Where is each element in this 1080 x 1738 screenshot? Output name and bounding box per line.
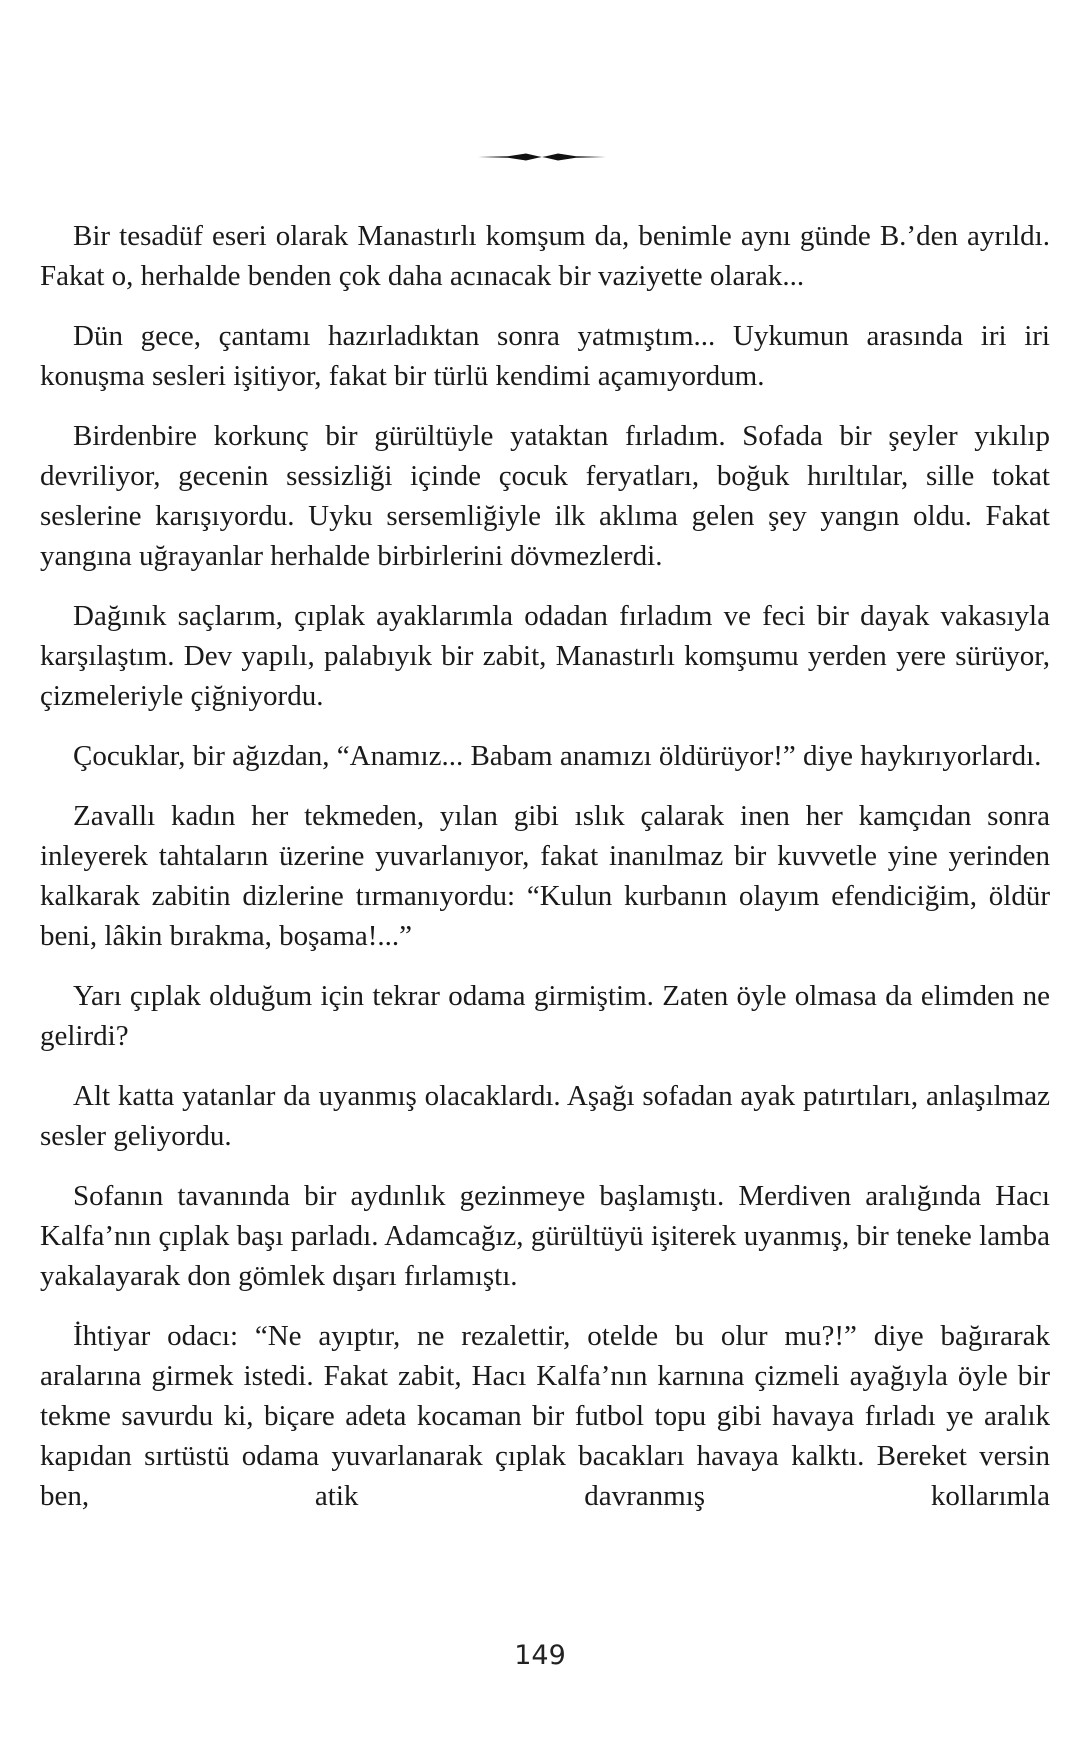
paragraph-3: Birdenbire korkunç bir gürültüyle yataktan fırladım. Sofada bir şeyler yıkılıp devriliyor, gecenin sessizliği içinde çocuk feryatları, boğuk hırıltılar, sille tokat seslerine karışıyordu. Uyku sersemliğiyle ilk aklıma gelen şey yangın oldu. Fakat yangına uğrayanlar herhalde birbirlerini dövmezlerdi. (40, 420, 1050, 572)
paragraph-10: İhtiyar odacı: “Ne ayıptır, ne rezalettir, otelde bu olur mu?!” diye bağırarak aralarına girmek istedi. Fakat zabit, Hacı Kalfa’nın karnına çizmeli ayağıyla öyle bir tekme savurdu ki, biçare adeta kocaman bir futbol topu gibi havaya fırladı ye aralık kapıdan sırtüstü odama yuvarlanarak çıplak bacakları havaya kalktı. Bereket versin ben, atik davranmış kollarımla (40, 1320, 1050, 1512)
paragraph-1: Bir tesadüf eseri olarak Manastırlı komşum da, benimle aynı günde B.’den ayrıldı. Fakat o, herhalde benden çok daha acınacak bir vaziyette olarak... (40, 220, 1050, 292)
paragraph-4: Dağınık saçlarım, çıplak ayaklarımla odadan fırladım ve feci bir dayak vakasıyla karşılaştım. Dev yapılı, palabıyık bir zabit, Manastırlı komşumu yerden yere sürüyor, çizmeleriyle çiğniyordu. (40, 600, 1050, 712)
paragraph-6: Zavallı kadın her tekmeden, yılan gibi ıslık çalarak inen her kamçıdan sonra inleyerek tahtaların üzerine yuvarlanıyor, fakat inanılmaz bir kuvvetle yine yerinden kalkarak zabitin dizlerine tırmanıyordu: “Kulun kurbanın olayım efendiciğim, öldür beni, lâkin bırakma, boşama!...” (40, 800, 1050, 952)
page-number: 149 (514, 1640, 566, 1671)
paragraph-2: Dün gece, çantamı hazırladıktan sonra yatmıştım... Uykumun arasında iri iri konuşma sesleri işitiyor, fakat bir türlü kendimi açamıyordum. (40, 320, 1050, 392)
paragraph-9: Sofanın tavanında bir aydınlık gezinmeye başlamıştı. Merdiven aralığında Hacı Kalfa’nın çıplak başı parladı. Adamcağız, gürültüyü işiterek uyanmış, bir teneke lamba yakalayarak don gömlek dışarı fırlamıştı. (40, 1180, 1050, 1292)
paragraph-8: Alt katta yatanlar da uyanmış olacaklardı. Aşağı sofadan ayak patırtıları, anlaşılmaz sesler geliyordu. (40, 1080, 1050, 1152)
section-divider-ornament-icon (478, 150, 606, 164)
paragraph-7: Yarı çıplak olduğum için tekrar odama girmiştim. Zaten öyle olmasa da elimden ne gelirdi? (40, 980, 1050, 1052)
paragraph-5: Çocuklar, bir ağızdan, “Anamız... Babam anamızı öldürüyor!” diye haykırıyorlardı. (73, 740, 1042, 772)
body-text (40, 216, 1050, 1516)
